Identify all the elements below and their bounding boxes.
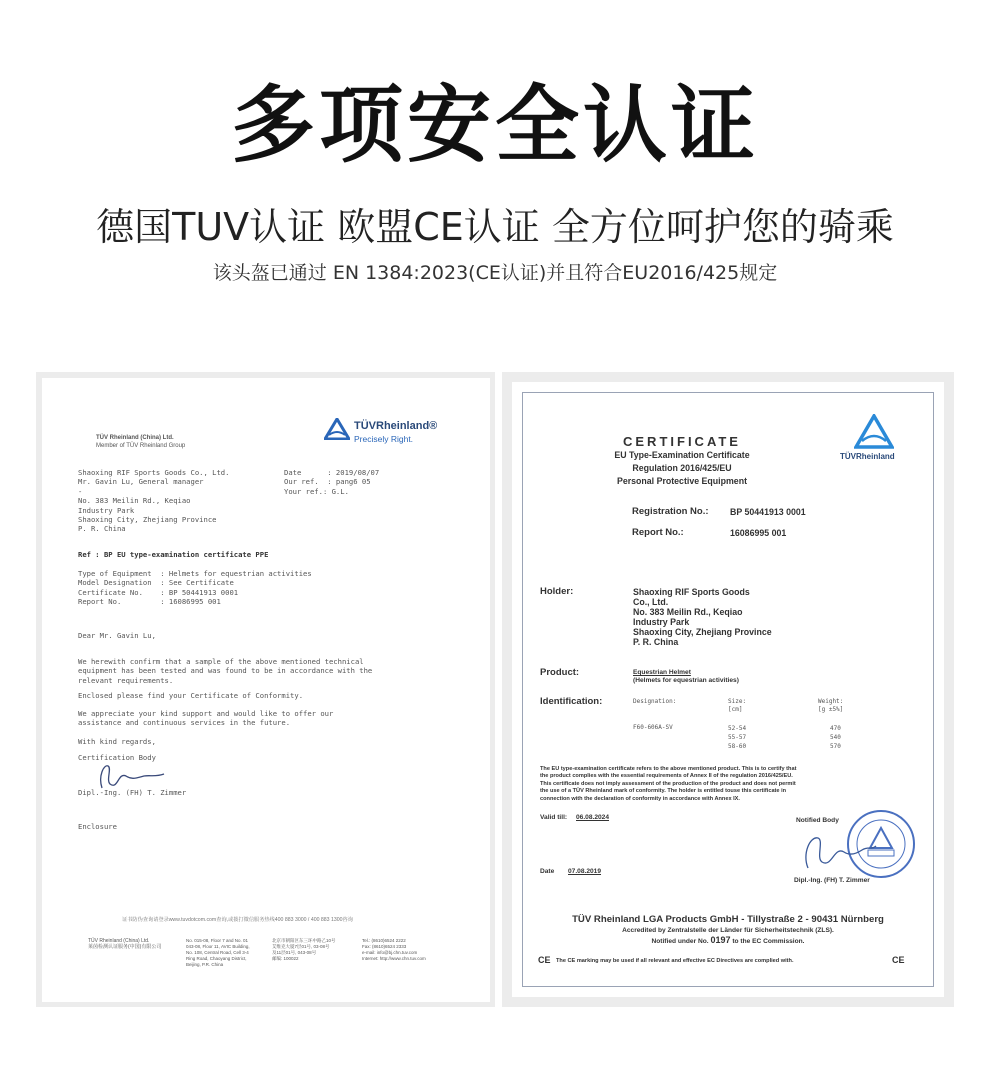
registration-label: Registration No.:: [632, 506, 709, 517]
valid-label: Valid till:: [540, 814, 568, 821]
certification-note: 该头盔已通过 EN 1384:2023(CE认证)并且符合EU2016/425规定: [212, 262, 778, 284]
letter-closing: With kind regards,: [78, 737, 156, 746]
certificate-category: Personal Protective Equipment: [616, 476, 748, 486]
letter-panel: [36, 372, 495, 1007]
letter-signer: Dipl.-Ing. (FH) T. Zimmer: [78, 788, 187, 797]
logo-slogan: Precisely Right.: [354, 434, 414, 444]
issue-date: 07.08.2019: [568, 868, 602, 875]
ident-model: F60-606A-SV: [633, 724, 673, 731]
letter-paragraph-3: We appreciate your kind support and would like to offer our assistance and continuous services in the future.: [78, 709, 334, 728]
ce-note: The CE marking may be used if all relevant and effective EC Directives are complied with.: [556, 958, 794, 964]
page-title: 多项安全认证: [230, 76, 759, 174]
logo-wordmark: TÜVRheinland®: [354, 420, 438, 432]
letter-company-name: TÜV Rheinland (China) Ltd.: [96, 435, 174, 441]
ident-sizes: 52-54 55-57 58-60: [728, 725, 747, 750]
certificate-statement: The EU type-examination certificate refers to the above mentioned product. This is to certify that the product complies with the essential requirements of Annex II of the regulation 2016/425/EU. This certificate does not imply assessment of the production of the product and does not permit the use of a TÜV Rheinland mark of conformity. The holder is entitled touse this certificate in connection with the declaration of conformity in accordance with Annex IX.: [540, 766, 797, 802]
tuv-triangle-icon: [854, 414, 894, 450]
certificate-signature: [798, 828, 878, 874]
notified-suffix: to the EC Commission.: [732, 938, 805, 945]
certificate-regulation: Regulation 2016/425/EU: [632, 463, 732, 473]
report-label: Report No.:: [632, 527, 684, 538]
letter-signature: [88, 758, 168, 792]
letter-document: [42, 378, 490, 1002]
recipient-address: Shaoxing RIF Sports Goods Co., Ltd. Mr. Gavin Lu, General manager - No. 383 Meilin Rd., Keqiao Industry Park Shaoxing City, Zhejiang Province P. R. China: [78, 468, 230, 534]
letter-ref-line: Ref : BP EU type-examination certificate PPE: [78, 550, 269, 559]
certification-body: Certification Body: [78, 753, 156, 762]
page-subtitle: 德国TUV认证 欧盟CE认证 全方位呵护您的骑乘: [96, 205, 894, 249]
notified-prefix: Notified under No.: [651, 938, 709, 945]
ident-designation-header: Designation:: [633, 698, 677, 705]
ce-mark-left: CE: [538, 955, 551, 965]
product-description: (Helmets for equestrian activities): [633, 677, 739, 684]
ce-mark-right: CE: [892, 955, 905, 965]
tuv-triangle-icon: [324, 418, 350, 440]
notified-number: 0197: [710, 935, 731, 945]
footer-company: TÜV Rheinland (China) Ltd. 莱茵检测认证服务(中国)有限公司: [88, 938, 162, 951]
ident-size-header: Size: [cm]: [728, 698, 747, 713]
report-number: 16086995 001: [730, 528, 787, 538]
holder-label: Holder:: [540, 586, 574, 597]
ident-weight-header: Weight: [g ±5%]: [818, 698, 844, 713]
certificate-document: [512, 382, 944, 997]
identification-label: Identification:: [540, 696, 603, 707]
certificate-logo-wordmark: TÜVRheinland: [840, 452, 895, 461]
accreditation-text: Accredited by Zentralstelle der Länder für Sicherheitstechnik (ZLS).: [622, 927, 834, 934]
letter-footer-notice: 证书防伪查询请登录www.tuvdotcom.com查询,或拨打微信服务热线400 883 3000 / 400 883 1300咨询: [122, 917, 353, 923]
letter-paragraph-1: We herewith confirm that a sample of the above mentioned technical equipment has been tested and was found to be in accordance with the relevant requirements.: [78, 657, 373, 685]
letter-paragraph-2: Enclosed please find your Certificate of Conformity.: [78, 691, 304, 700]
salutation: Dear Mr. Gavin Lu,: [78, 631, 156, 640]
certificate-type: EU Type-Examination Certificate: [614, 450, 750, 460]
issuer-line: TÜV Rheinland LGA Products GmbH - Tillystraße 2 - 90431 Nürnberg: [572, 914, 884, 925]
footer-contact: Tel.: (8610)6524 2222 Fax: (8610)6524 2333 e-mail: info@bj.chn.tuv.com Internet: http://www.chn.tuv.com: [362, 938, 426, 961]
certificate-panel: [502, 372, 954, 1007]
valid-date: 06.08.2024: [576, 814, 610, 821]
equipment-details: Type of Equipment : Helmets for equestrian activities Model Designation : See Certificate Certificate No. : BP 50441913 0001 Report No. : 16086995 001: [78, 569, 312, 607]
certificate-heading: CERTIFICATE: [623, 434, 741, 449]
footer-address-cn: 北京市朝阳区东三环中路乙10号 艾维克大厦7层01号, 03-08号 及11层01号, 043-08号 邮编: 100022: [272, 938, 336, 961]
issue-date-label: Date: [540, 868, 555, 875]
enclosure-label: Enclosure: [78, 822, 117, 831]
product-label: Product:: [540, 667, 580, 678]
certificate-signer: Dipl.-Ing. (FH) T. Zimmer: [794, 877, 870, 884]
letter-date-block: Date : 2019/08/07 Our ref. : pang6 05 Your ref.: G.L.: [284, 468, 380, 496]
notified-line: [512, 936, 944, 946]
holder-value: Shaoxing RIF Sports Goods Co., Ltd. No. 383 Meilin Rd., Keqiao Industry Park Shaoxing City, Zhejiang Province P. R. China: [633, 587, 772, 647]
letter-company-group: Member of TÜV Rheinland Group: [96, 443, 186, 449]
footer-address-en: No. 015-08, Floor 7 and No. 01 043-08, Floor 11, AVIC Building, No. 108, Central Road, Cell 3-4 Ring Road, Chaoyang District, Beijing, P.R. China: [186, 938, 250, 967]
notified-body-label: Notified Body: [796, 817, 839, 824]
tuv-logo: [324, 418, 350, 444]
registration-number: BP 50441913 0001: [730, 507, 806, 517]
product-value: Equestrian Helmet: [633, 669, 691, 676]
ident-weights: 470 540 570: [830, 725, 841, 750]
